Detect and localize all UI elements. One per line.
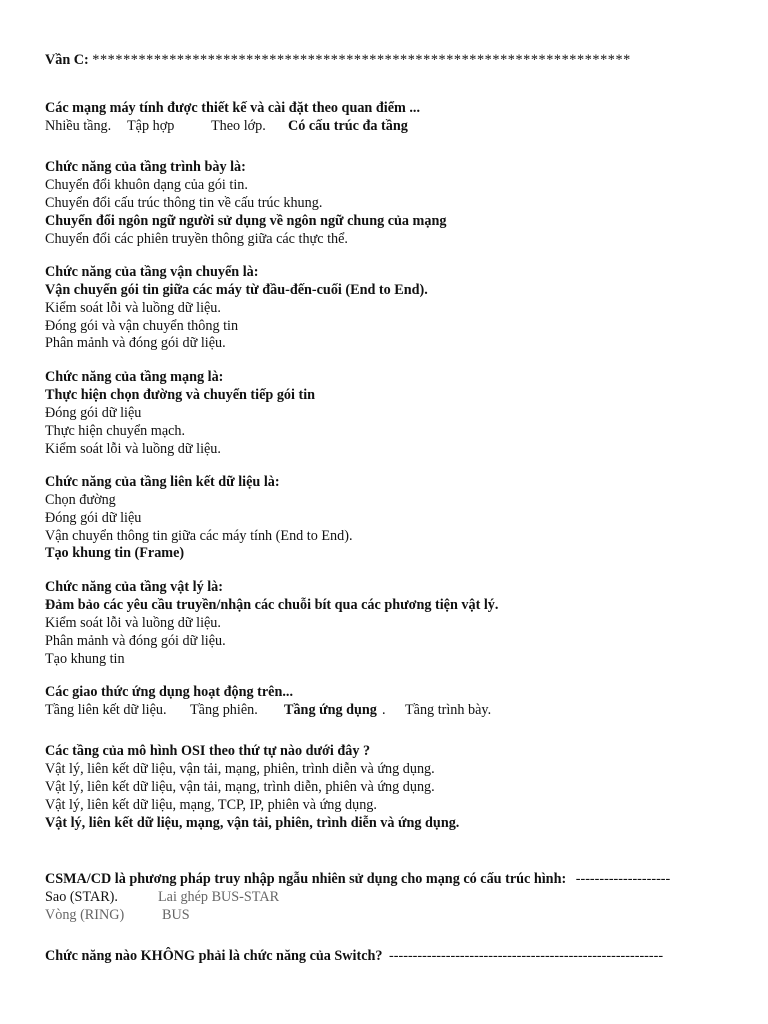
q1-option-c: Theo lớp. [211,118,266,134]
question-4: Chức năng của tầng mạng là: [45,369,224,385]
q3-option-a: Vận chuyển gói tin giữa các máy từ đầu-đến-cuối (End to End). [45,282,428,298]
q9-option-d: BUS [162,907,190,923]
q3-option-d: Phân mảnh và đóng gói dữ liệu. [45,335,226,351]
question-1: Các mạng máy tính được thiết kế và cài đặt theo quan điểm ... [45,100,421,116]
question-7: Các giao thức ứng dụng hoạt động trên... [45,684,293,700]
q4-option-d: Kiểm soát lỗi và luồng dữ liệu. [45,441,221,457]
question-3: Chức năng của tầng vận chuyển là: [45,264,259,280]
q2-option-a: Chuyển đổi khuôn dạng của gói tin. [45,177,248,193]
section-label: Vần C: [45,52,89,68]
q9-option-c: Vòng (RING) [45,907,125,923]
q2-option-b: Chuyển đổi cấu trúc thông tin về cấu trúc khung. [45,195,323,211]
q5-option-a: Chọn đường [45,492,116,508]
q9-answer-blank: -------------------- [575,871,671,887]
q7-option-b: Tầng phiên. [190,702,258,718]
q1-option-a: Nhiều tầng. [45,118,112,134]
question-9: CSMA/CD là phương pháp truy nhập ngẫu nhiên sử dụng cho mạng có cấu trúc hình: [45,871,567,887]
question-5: Chức năng của tầng liên kết dữ liệu là: [45,474,280,490]
q5-option-d: Tạo khung tin (Frame) [45,545,185,561]
q6-option-d: Tạo khung tin [45,651,125,667]
q8-option-d: Vật lý, liên kết dữ liệu, mạng, vận tải, phiên, trình diễn và ứng dụng. [45,815,460,831]
q7-option-c-period: . [382,702,386,718]
q6-option-a: Đảm bảo các yêu cầu truyền/nhận các chuỗi bít qua các phương tiện vật lý. [45,597,499,613]
q7-option-c: Tầng ứng dụng [284,702,377,718]
q4-option-c: Thực hiện chuyển mạch. [45,423,186,439]
q1-option-d: Có cấu trúc đa tầng [288,118,408,134]
q7-option-a: Tầng liên kết dữ liệu. [45,702,167,718]
question-2: Chức năng của tầng trình bày là: [45,159,246,175]
q2-option-d: Chuyển đổi các phiên truyền thông giữa các thực thể. [45,231,348,247]
q8-option-a: Vật lý, liên kết dữ liệu, vận tải, mạng, phiên, trình diễn và ứng dụng. [45,761,435,777]
q8-option-b: Vật lý, liên kết dữ liệu, vận tải, mạng, trình diễn, phiên và ứng dụng. [45,779,435,795]
q4-option-a: Thực hiện chọn đường và chuyển tiếp gói tin [45,387,316,403]
q7-option-d: Tầng trình bày. [405,702,492,718]
q5-option-c: Vận chuyển thông tin giữa các máy tính (End to End). [45,528,353,544]
q4-option-b: Đóng gói dữ liệu [45,405,142,421]
q8-option-c: Vật lý, liên kết dữ liệu, mạng, TCP, IP, phiên và ứng dụng. [45,797,377,813]
question-8: Các tầng của mô hình OSI theo thứ tự nào dưới đây ? [45,743,371,759]
section-header [45,52,631,69]
q5-option-b: Đóng gói dữ liệu [45,510,142,526]
question-10-row [45,948,663,965]
question-9-row [45,871,670,888]
q6-option-b: Kiểm soát lỗi và luồng dữ liệu. [45,615,221,631]
q9-option-b: Lai ghép BUS-STAR [158,889,280,905]
section-stars: ********************************************************************** [92,52,631,68]
q10-answer-blank: ---------------------------------------------------------- [389,948,664,964]
q3-option-b: Kiểm soát lỗi và luồng dữ liệu. [45,300,221,316]
q3-option-c: Đóng gói và vận chuyển thông tin [45,318,239,334]
q2-option-c: Chuyển đổi ngôn ngữ người sử dụng về ngôn ngữ chung của mạng [45,213,447,229]
question-10: Chức năng nào KHÔNG phải là chức năng của Switch? [45,948,383,964]
q9-option-a: Sao (STAR). [45,889,118,905]
q1-option-b: Tập hợp [127,118,175,134]
q6-option-c: Phân mảnh và đóng gói dữ liệu. [45,633,226,649]
question-6: Chức năng của tầng vật lý là: [45,579,223,595]
